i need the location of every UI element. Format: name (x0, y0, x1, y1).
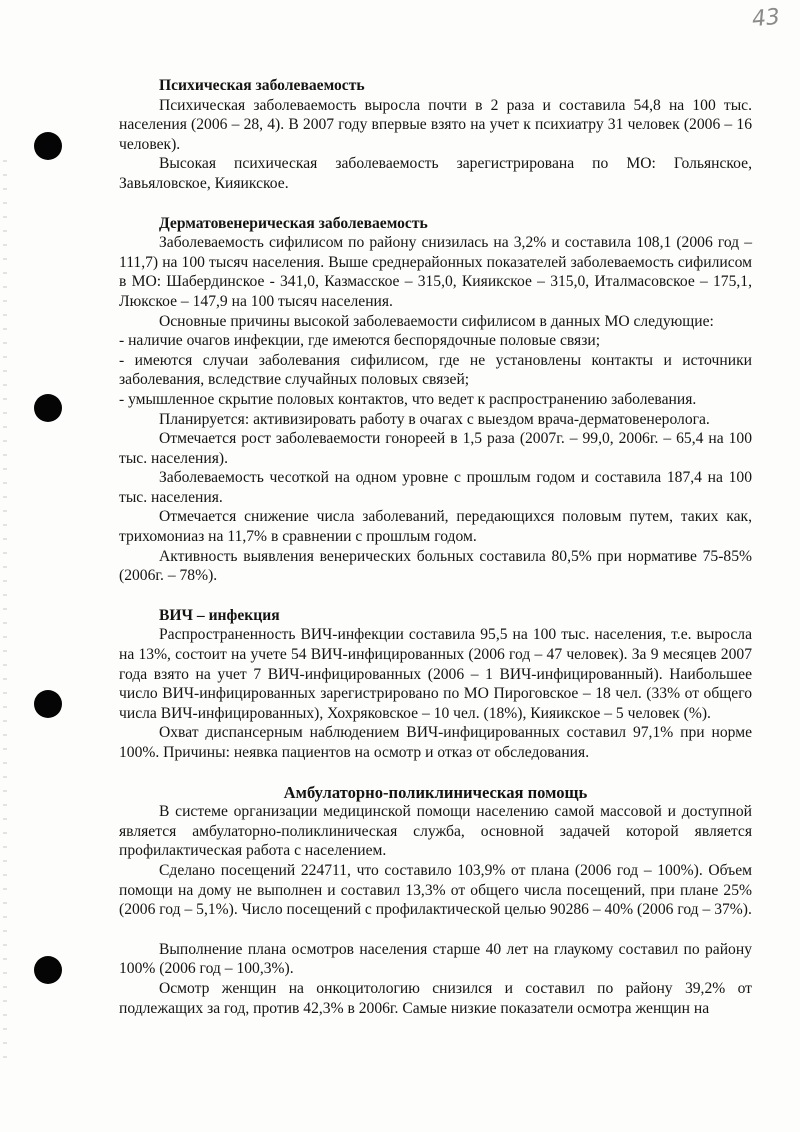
page-number: 43 (750, 4, 782, 33)
scan-edge-marks (3, 160, 7, 1060)
punch-hole (34, 690, 62, 718)
paragraph: Отмечается рост заболеваемости гонореей в 1,5 раза (2007г. – 99,0, 2006г. – 65,4 на 100 тыс. населения). (119, 430, 752, 467)
punch-hole (34, 132, 62, 160)
punch-hole (34, 394, 62, 422)
paragraph: Охват диспансерным наблюдением ВИЧ-инфицированных составил 97,1% при норме 100%. Причины: неявка пациентов на осмотр и отказ от обследования. (119, 724, 752, 761)
list-item: - имеются случаи заболевания сифилисом, где не установлены контакты и источники заболевания, вследствие случайных половых связей; (119, 351, 752, 389)
list-item: - наличие очагов инфекции, где имеются беспорядочные половые связи; (119, 332, 601, 350)
paragraph: Осмотр женщин на онкоцитологию снизился и составил по району 39,2% от подлежащих за год, против 42,3% в 2006г. Самые низкие показатели осмотра женщин на (119, 979, 752, 1017)
paragraph: В системе организации медицинской помощи населению самой массовой и доступной является амбулаторно-поликлиническая служба, основной задачей которой является профилактическая работа с населением. (119, 803, 752, 860)
list-item: - умышленное скрытие половых контактов, что ведет к распространению заболевания. (119, 390, 697, 408)
paragraph: Выполнение плана осмотров населения старше 40 лет на глаукому составил по району 100% (2006 год – 100,3%). (119, 940, 752, 978)
paragraph: Планируется: активизировать работу в очагах с выездом врача-дерматовенеролога. (159, 410, 710, 428)
section-title-outpatient: Амбулаторно-поликлиническая помощь (283, 782, 588, 802)
paragraph: Распространенность ВИЧ-инфекции составила 95,5 на 100 тыс. населения, т.е. выросла на 13%, состоит на учете 54 ВИЧ-инфицированных (2006 год – 47 человек). За 9 месяцев 2007 года взято на учет 7 ВИЧ-инфицированных (2006 – 1 ВИЧ-инфицированный). Наибольшее число ВИЧ-инфицированных зарегистрировано по МО Пироговское – 18 чел. (33% от общего числа ВИЧ-инфицированных), Хохряковское – 10 чел. (18%), Кияикское – 5 человек (%). (119, 626, 752, 722)
paragraph: Сделано посещений 224711, что составило 103,9% от плана (2006 год – 100%). Объем помощи на дому не выполнен и составил 13,3% от общего числа посещений, при плане 25% (2006 год – 5,1%). Число посещений с профилактической целью 90286 – 40% (2006 год – 37%). (119, 861, 752, 919)
paragraph: Активность выявления венерических больных составила 80,5% при нормативе 75-85% (2006г. – 78%). (119, 547, 752, 585)
paragraph: Основные причины высокой заболеваемости сифилисом в данных МО следующие: (159, 312, 714, 330)
paragraph: Высокая психическая заболеваемость зарегистрирована по МО: Гольянское, Завьяловское, Кияикское. (119, 155, 752, 192)
paragraph: Психическая заболеваемость выросла почти в 2 раза и составила 54,8 на 100 тыс. населения (2006 – 28, 4). В 2007 году впервые взято на учет к психиатру 31 человек (2006 – 16 человек). (119, 96, 752, 153)
section-title-hiv: ВИЧ – инфекция (159, 606, 280, 624)
paragraph: Отмечается снижение числа заболеваний, передающихся половым путем, таких как, трихомониаз на 11,7% в сравнении с прошлым годом. (119, 508, 752, 546)
paragraph: Заболеваемость чесоткой на одном уровне с прошлым годом и составила 187,4 на 100 тыс. населения. (119, 469, 752, 506)
document-body (119, 76, 752, 1018)
section-title-mental: Психическая заболеваемость (159, 77, 365, 94)
punch-hole (34, 956, 62, 984)
section-title-derm: Дерматовенерическая заболеваемость (159, 214, 428, 232)
paragraph: Заболеваемость сифилисом по району снизилась на 3,2% и составила 108,1 (2006 год – 111,7) на 100 тысяч населения. Выше среднерайонных показателей заболеваемость сифилисом в МО: Шабердинское - 341,0, Казмасское – 315,0, Кияикское – 315,0, Италмасовское – 175,1, Люкское – 147,9 на 100 тысяч населения. (119, 234, 752, 310)
